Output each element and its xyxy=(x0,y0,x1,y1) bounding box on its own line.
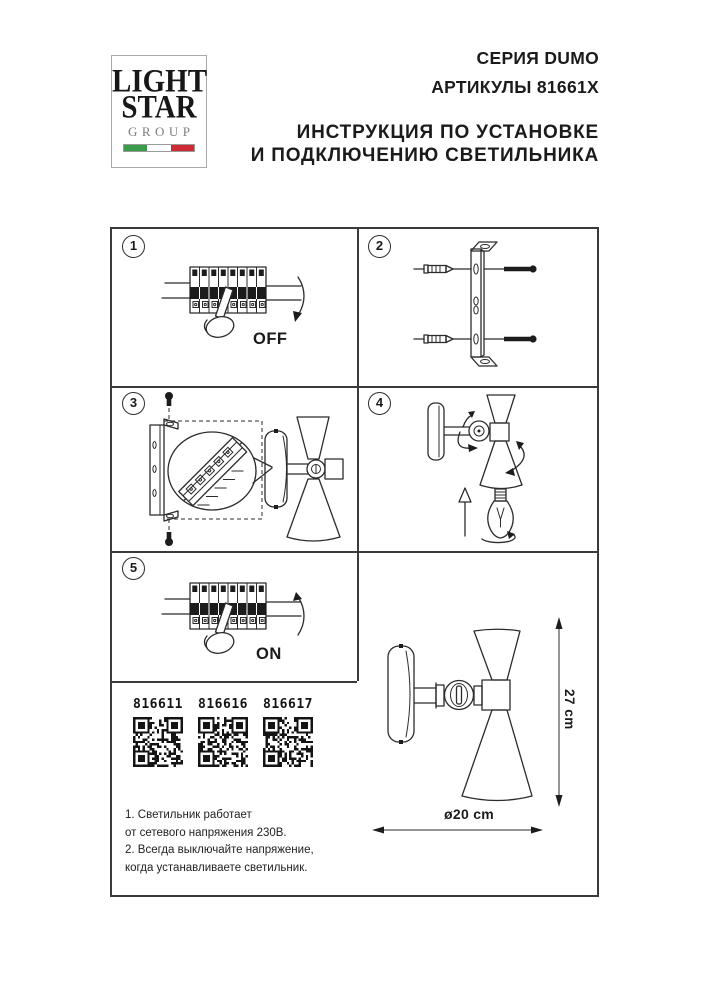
lamp-neck xyxy=(482,680,510,710)
flag-red xyxy=(171,145,194,151)
instruction-title xyxy=(251,122,599,167)
step-5-badge: 5 xyxy=(122,557,145,580)
step-3-badge: 3 xyxy=(122,392,145,415)
document-header xyxy=(251,48,599,167)
lower-cone xyxy=(462,710,532,801)
logo-word-light: LIGHT xyxy=(112,63,208,100)
mounting-bracket-illustration xyxy=(358,229,601,386)
italian-flag-bar xyxy=(123,144,195,152)
logo-word-group: GROUP xyxy=(127,124,195,139)
screw-icon xyxy=(165,392,173,423)
pivot-knob xyxy=(469,421,489,441)
upper-cone xyxy=(297,417,329,459)
lamp-arm xyxy=(414,683,436,708)
circuit-breaker-off-illustration xyxy=(112,229,357,386)
twist-arrow-icon xyxy=(482,531,515,543)
lamp-arm xyxy=(288,464,308,474)
height-dimension-label: 27 cm xyxy=(562,689,577,730)
pivot-knob xyxy=(445,681,474,710)
upper-cone xyxy=(487,395,515,423)
upper-cone xyxy=(474,629,520,680)
note-line: когда устанавливаете светильник. xyxy=(125,861,308,874)
canopy-plate xyxy=(265,429,287,509)
lightstar-logo xyxy=(111,55,207,168)
pivot-knob xyxy=(307,460,325,478)
articles-title: АРТИКУЛЫ 81661X xyxy=(431,77,599,97)
flag-green xyxy=(124,145,147,151)
instruction-title-line1: ИНСТРУКЦИЯ ПО УСТАНОВКЕ xyxy=(296,122,599,143)
arrow-up-icon xyxy=(293,592,304,635)
wall-plug-icon xyxy=(414,265,471,273)
circuit-breaker-on-illustration xyxy=(112,553,357,681)
screw-icon xyxy=(165,517,173,546)
qr-code xyxy=(263,717,313,767)
product-code-column xyxy=(129,697,187,767)
product-code-column xyxy=(259,697,317,767)
product-code: 816611 xyxy=(133,697,183,712)
wall-plug-icon xyxy=(414,335,471,343)
safety-notes xyxy=(125,807,314,877)
flag-white xyxy=(147,145,170,151)
canopy-plate xyxy=(428,403,444,460)
lamp-adjustment-illustration xyxy=(358,387,601,551)
step-4-badge: 4 xyxy=(368,392,391,415)
canopy-plate xyxy=(388,644,414,744)
product-codes-block xyxy=(129,697,317,767)
step-1-badge: 1 xyxy=(122,235,145,258)
product-code: 816616 xyxy=(198,697,248,712)
note-line: от сетевого напряжения 230В. xyxy=(125,826,287,839)
insert-arrow-icon xyxy=(459,488,471,536)
lamp-arm xyxy=(444,427,469,435)
lamp-neck xyxy=(490,423,509,441)
instruction-grid xyxy=(110,227,599,897)
on-label: ON xyxy=(256,645,282,663)
screw-icon xyxy=(484,265,537,272)
note-line: 2. Всегда выключайте напряжение, xyxy=(125,844,314,856)
product-code-column xyxy=(194,697,252,767)
row-divider-3 xyxy=(112,681,357,683)
lamp-neck xyxy=(325,459,343,479)
diameter-dimension-line xyxy=(372,827,543,834)
product-code: 816617 xyxy=(263,697,313,712)
bulb-icon xyxy=(488,489,513,538)
screw-icon xyxy=(484,335,537,342)
lower-cone xyxy=(480,441,522,489)
qr-code xyxy=(133,717,183,767)
logo-word-star: STAR xyxy=(121,89,197,126)
wiring-assembly-illustration xyxy=(112,387,357,551)
qr-code xyxy=(198,717,248,767)
lower-cone xyxy=(287,479,340,541)
instruction-title-line2: И ПОДКЛЮЧЕНИЮ СВЕТИЛЬНИКА xyxy=(250,144,599,166)
series-title: СЕРИЯ DUMO xyxy=(476,48,599,68)
off-label: OFF xyxy=(253,330,288,348)
note-line: 1. Светильник работает xyxy=(125,809,252,821)
step-2-badge: 2 xyxy=(368,235,391,258)
diameter-dimension-label: ø20 cm xyxy=(444,806,495,822)
